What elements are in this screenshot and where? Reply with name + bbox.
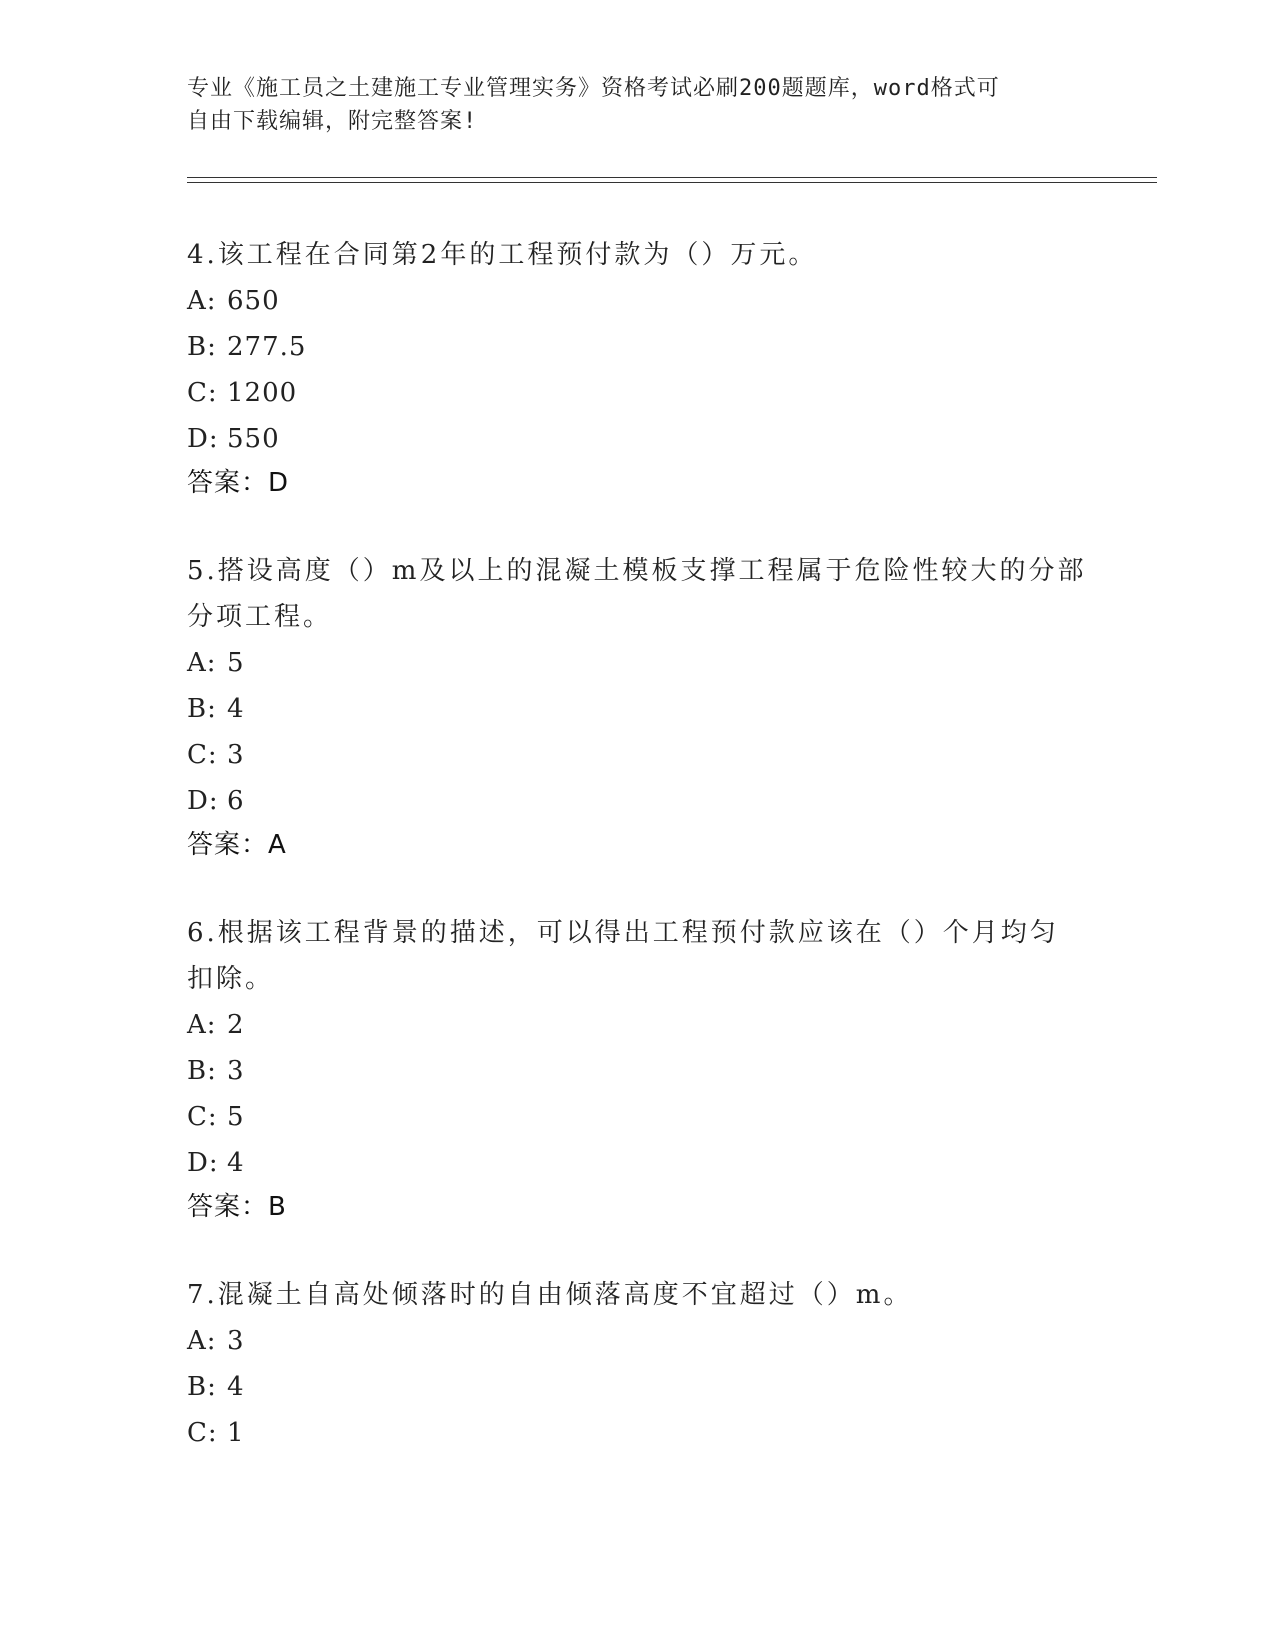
option-letter: D:	[187, 786, 219, 816]
option-value: 2	[227, 1010, 245, 1040]
option-b	[187, 1048, 1087, 1094]
header-divider-bottom	[187, 182, 1157, 183]
option-b	[187, 324, 1087, 370]
question-7	[187, 1272, 1087, 1456]
option-letter: C:	[187, 1102, 218, 1132]
option-value: 5	[227, 648, 245, 678]
question-text: 7.混凝土自高处倾落时的自由倾落高度不宜超过（）m。	[187, 1280, 913, 1310]
option-value: 4	[227, 1148, 245, 1178]
option-letter: A:	[187, 1326, 217, 1356]
option-d	[187, 778, 1087, 824]
option-value: 6	[227, 786, 245, 816]
option-d	[187, 416, 1087, 462]
option-letter: B:	[187, 694, 217, 724]
option-letter: A:	[187, 286, 217, 316]
question-text: 6.根据该工程背景的描述，可以得出工程预付款应该在（）个月均匀扣除。	[187, 918, 1059, 994]
option-letter: C:	[187, 1418, 218, 1448]
option-letter: A:	[187, 648, 217, 678]
option-a	[187, 1002, 1087, 1048]
option-value: 5	[227, 1102, 245, 1132]
option-value: 3	[227, 1056, 245, 1086]
option-letter: A:	[187, 1010, 217, 1040]
option-value: 4	[227, 1372, 245, 1402]
option-value: 1	[227, 1418, 245, 1448]
option-value: 650	[227, 286, 280, 316]
header-line-2: 自由下载编辑，附完整答案!	[187, 109, 478, 134]
question-6	[187, 910, 1087, 1228]
answer-line: 答案：B	[187, 1192, 287, 1222]
option-c	[187, 732, 1087, 778]
question-text: 4.该工程在合同第2年的工程预付款为（）万元。	[187, 240, 818, 270]
option-d	[187, 1140, 1087, 1186]
option-value: 3	[227, 740, 245, 770]
option-a	[187, 278, 1087, 324]
document-header	[187, 72, 1087, 138]
option-letter: B:	[187, 1056, 217, 1086]
option-c	[187, 370, 1087, 416]
answer-line: 答案：A	[187, 830, 287, 860]
question-text: 5.搭设高度（）m及以上的混凝土模板支撑工程属于危险性较大的分部分项工程。	[187, 556, 1087, 632]
option-value: 550	[227, 424, 280, 454]
option-letter: D:	[187, 424, 219, 454]
option-b	[187, 1364, 1087, 1410]
answer-line: 答案：D	[187, 468, 290, 498]
header-divider-top	[187, 177, 1157, 178]
option-letter: B:	[187, 332, 217, 362]
option-letter: C:	[187, 740, 218, 770]
option-value: 4	[227, 694, 245, 724]
option-letter: B:	[187, 1372, 217, 1402]
option-value: 3	[227, 1326, 245, 1356]
option-letter: D:	[187, 1148, 219, 1178]
option-b	[187, 686, 1087, 732]
option-letter: C:	[187, 378, 218, 408]
option-value: 277.5	[227, 332, 307, 362]
option-a	[187, 640, 1087, 686]
header-line-1: 专业《施工员之土建施工专业管理实务》资格考试必刷200题题库，word格式可	[187, 76, 1000, 101]
option-c	[187, 1094, 1087, 1140]
option-a	[187, 1318, 1087, 1364]
option-c	[187, 1410, 1087, 1456]
question-list	[187, 232, 1087, 1500]
question-5	[187, 548, 1087, 866]
option-value: 1200	[227, 378, 298, 408]
question-4	[187, 232, 1087, 504]
